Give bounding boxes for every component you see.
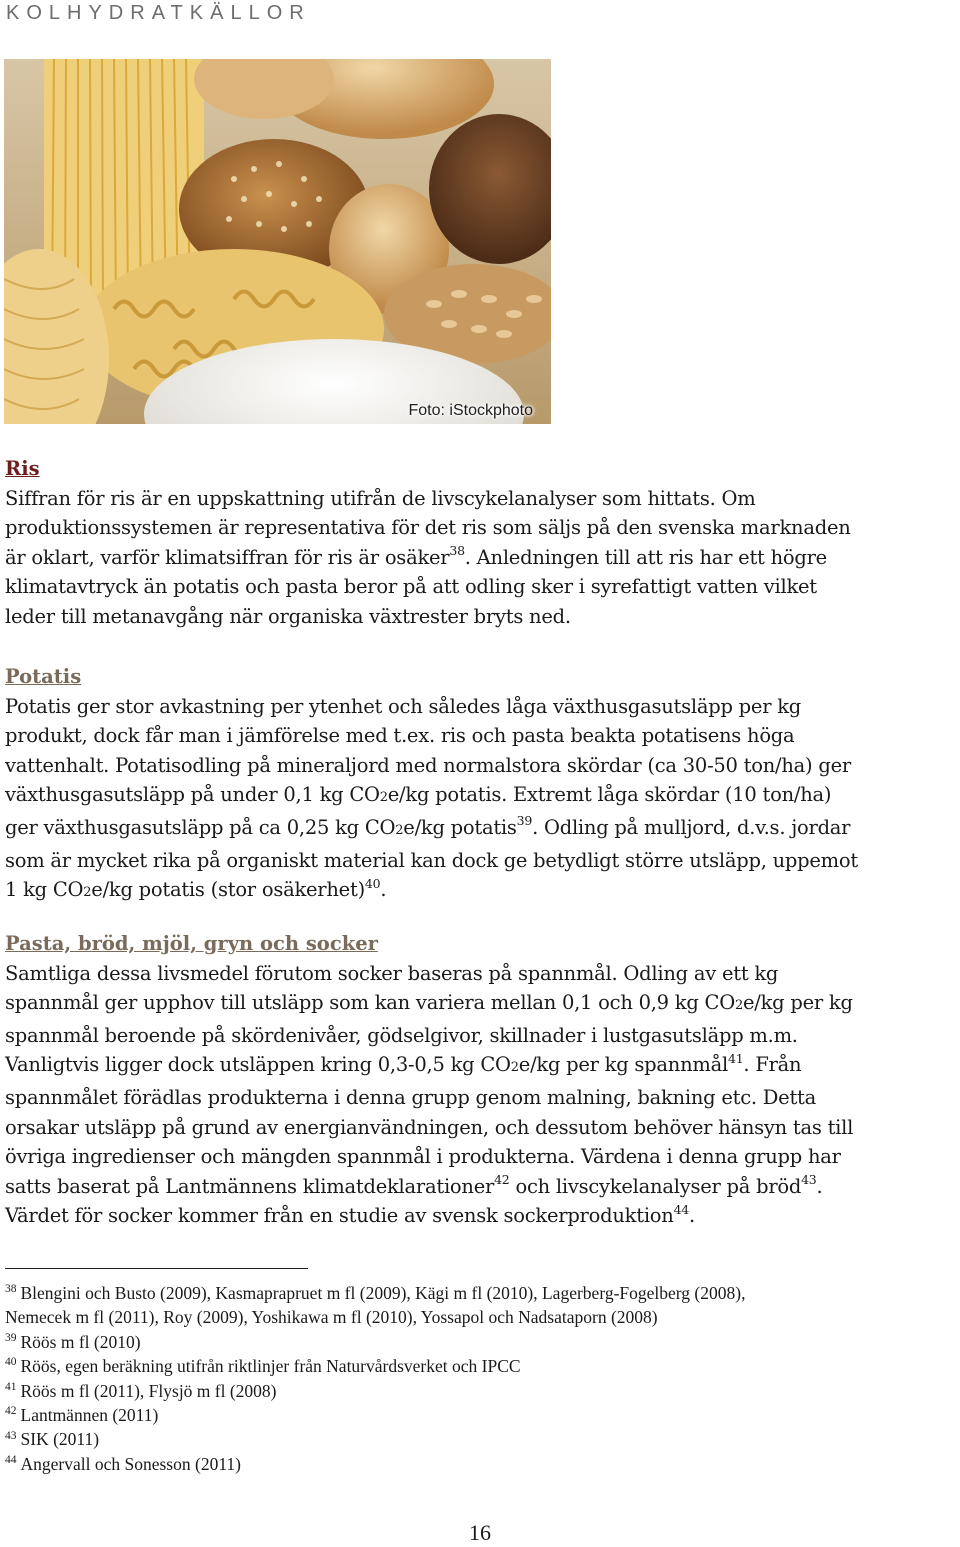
- footnote-ref-43[interactable]: 43: [801, 1172, 817, 1188]
- footnotes: [5, 1281, 955, 1476]
- running-header: KOLHYDRATKÄLLOR: [6, 2, 311, 24]
- footnote-ref-41[interactable]: 41: [728, 1050, 744, 1066]
- footnote-44: $^{44}$ Angervall och Sonesson (2011): [5, 1453, 241, 1474]
- footnote-38-cont: Nemecek m fl (2011), Roy (2009), Yoshikawa m fl (2010), Yossapol och Nadsataporn (2008): [5, 1307, 658, 1328]
- section-potatis: [5, 662, 957, 908]
- footnote-39: $^{39}$ Röös m fl (2010): [5, 1331, 141, 1352]
- bread-pasta-illustration: [4, 59, 551, 424]
- page-number: 16: [469, 1520, 491, 1545]
- footnote-separator: [5, 1268, 308, 1269]
- footnote-41: $^{41}$ Röös m fl (2011), Flysjö m fl (2008): [5, 1380, 277, 1401]
- footnote-ref-38[interactable]: 38: [449, 543, 465, 559]
- footnote-ref-44[interactable]: 44: [673, 1201, 690, 1217]
- paragraph-pasta: Samtliga dessa livsmedel förutom socker baseras på spannmål. Odling av ett kg spannmål ger upphov till utsläpp som kan variera mellan 0,1 och 0,9 kg CO2e/kg per kg spannmål beroende på skördenivåer, gödselgivor, skillnader i lustgasutsläpp m.m. Vanligtvis ligger dock utsläppen kring 0,3-0,5 kg CO2e/kg per kg spannmål$^{41}$. Från spannmålet förädlas produkterna i denna grupp genom malning, bakning etc. Detta orsakar utsläpp på grund av energianvändningen, och dessutom behöver hänsyn tas till övriga ingredienser och mängden spannmål i produkterna. Värdena i denna grupp har satts baserat på Lantmännens klimatdeklarationer$^{42}$ och livscykelanalyser på bröd$^{43}$. Värdet för socker kommer från en studie av svensk sockerproduktion$^{44}$.: [5, 961, 854, 1228]
- heading-ris: Ris: [5, 457, 40, 480]
- paragraph-potatis: Potatis ger stor avkastning per ytenhet och således låga växthusgasutsläpp per kg produkt, dock får man i jämförelse med t.ex. ris och pasta beakta potatisens höga vattenhalt. Potatisodling på mineraljord med normalstora skördar (ca 30-50 ton/ha) ger växthusgasutsläpp på under 0,1 kg CO2e/kg potatis. Extremt låga skördar (10 ton/ha) ger växthusgasutsläpp på ca 0,25 kg CO2e/kg potatis$^{39}$. Odling på mulljord, d.v.s. jordar som är mycket rika på organiskt material kan dock ge betydligt större utsläpp, uppemot 1 kg CO2e/kg potatis (stor osäkerhet)$^{40}$.: [5, 694, 858, 902]
- footnote-ref-39[interactable]: 39: [516, 813, 533, 829]
- heading-pasta: Pasta, bröd, mjöl, gryn och socker: [5, 932, 378, 955]
- footnote-40: $^{40}$ Röös, egen beräkning utifrån riktlinjer från Naturvårdsverket och IPCC: [5, 1356, 521, 1377]
- footnote-ref-42[interactable]: 42: [494, 1172, 510, 1188]
- photo-credit: Foto: iStockphoto: [408, 402, 533, 419]
- food-photo: [4, 59, 551, 424]
- paragraph-ris: Siffran för ris är en uppskattning utifrån de livscykelanalyser som hittats. Om produktionssystemen är representativa för det ris som säljs på den svenska marknaden är oklart, varför klimatsiffran för ris är osäker$^{38}$. Anledningen till att ris har ett högre klimatavtryck än potatis och pasta beror på att odling sker i syrefattigt vatten vilket leder till metanavgång när organiska växtrester bryts ned.: [5, 486, 851, 628]
- footnote-42: $^{42}$ Lantmännen (2011): [5, 1405, 159, 1426]
- footnote-38: $^{38}$ Blengini och Busto (2009), Kasmaprapruet m fl (2009), Kägi m fl (2010), Lagerberg-Fogelberg (2008),: [5, 1283, 746, 1303]
- footnote-ref-40[interactable]: 40: [364, 875, 381, 891]
- section-ris: [5, 454, 957, 632]
- heading-potatis: Potatis: [5, 665, 82, 688]
- section-pasta: [5, 929, 957, 1231]
- footnote-43: $^{43}$ SIK (2011): [5, 1429, 100, 1450]
